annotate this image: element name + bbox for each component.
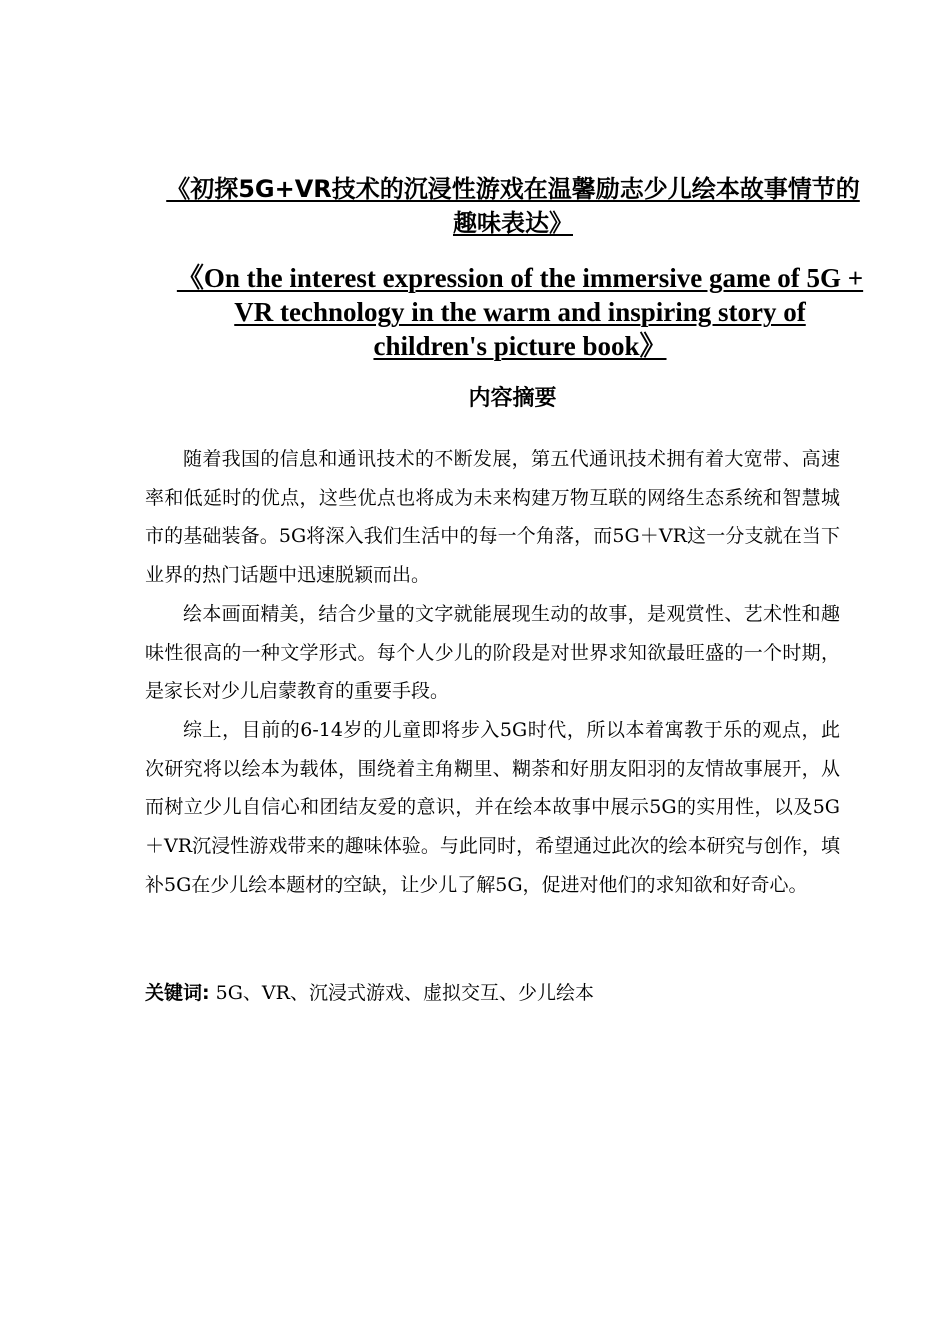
chinese-title-text: 《初探5G+VR技术的沉浸性游戏在温馨励志少儿绘本故事情节的趣味表达》 bbox=[166, 175, 860, 237]
keywords-text: 5G、VR、沉浸式游戏、虚拟交互、少儿绘本 bbox=[209, 982, 594, 1004]
abstract-body bbox=[145, 440, 840, 904]
keywords-label: 关键词: bbox=[145, 982, 210, 1004]
abstract-heading: 内容摘要 bbox=[468, 386, 557, 411]
english-title bbox=[175, 261, 865, 363]
chinese-title bbox=[160, 172, 866, 240]
abstract-paragraph-1: 随着我国的信息和通讯技术的不断发展，第五代通讯技术拥有着大宽带、高速率和低延时的优点，这些优点也将成为未来构建万物互联的网络生态系统和智慧城市的基础装备。5G将深入我们生活中的每一个角落，而5G＋VR这一分支就在当下业界的热门话题中迅速脱颖而出。 bbox=[145, 448, 840, 587]
keywords-line bbox=[145, 974, 840, 1012]
abstract-paragraph-3: 综上，目前的6-14岁的儿童即将步入5G时代，所以本着寓教于乐的观点，此次研究将以绘本为载体，围绕着主角糊里、糊荼和好朋友阳羽的友情故事展开，从而树立少儿自信心和团结友爱的意识，并在绘本故事中展示5G的实用性，以及5G＋VR沉浸性游戏带来的趣味体验。与此同时，希望通过此次的绘本研究与创作，填补5G在少儿绘本题材的空缺，让少儿了解5G，促进对他们的求知欲和好奇心。 bbox=[145, 718, 840, 896]
abstract-paragraph-2: 绘本画面精美，结合少量的文字就能展现生动的故事，是观赏性、艺术性和趣味性很高的一种文学形式。每个人少儿的阶段是对世界求知欲最旺盛的一个时期，是家长对少儿启蒙教育的重要手段。 bbox=[145, 602, 840, 703]
english-title-text: 《On the interest expression of the immersive game of 5G + VR technology in the warm and inspiring story of children's picture book》 bbox=[176, 263, 864, 361]
